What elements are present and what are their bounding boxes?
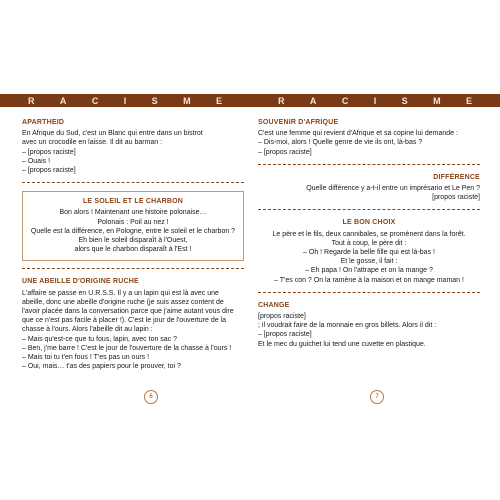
joke-line: que ce n'est pas facile à placer !). C'est le jour de l'ouverture de la — [22, 317, 227, 325]
joke-line: Et le gosse, il fait : — [340, 258, 398, 266]
right-page — [258, 118, 480, 355]
joke-line: chasse à l'ours. Alors l'abeille dit au lapin : — [22, 326, 153, 334]
joke-line: [propos raciste] — [258, 313, 306, 321]
joke-line: – [propos raciste] — [258, 331, 312, 339]
joke-line: – Ben, j'me barre ! C'est le jour de l'ouverture de la chasse à l'ours ! — [22, 344, 232, 352]
joke-line: l'avoir placée dans la conversation parce que j'aime autant vous dire — [22, 308, 234, 316]
band-letter: S — [401, 95, 408, 106]
band-letter: C — [341, 95, 349, 106]
joke-line: – Mais qu'est-ce que tu fous, lapin, avec ton sac ? — [22, 335, 178, 343]
page-number-left: 6 — [144, 390, 158, 404]
joke-title: SOUVENIR D'AFRIQUE — [258, 119, 339, 126]
band-letter: A — [59, 95, 67, 106]
dashed-divider — [258, 292, 480, 293]
joke-line: Quelle est la différence, en Pologne, entre le soleil et le charbon ? — [30, 227, 236, 235]
joke-line: Quelle différence y a-t-il entre un imprésario et Le Pen ? — [306, 185, 480, 193]
joke-difference — [258, 173, 480, 203]
joke-line: Tout à coup, le père dit : — [331, 239, 407, 247]
joke-line: ; il voudrait faire de la monnaie en gros billets. Alors il dit : — [258, 322, 437, 330]
band-letter: I — [123, 95, 127, 106]
band-label-left — [0, 94, 250, 107]
joke-line: Eh bien le soleil disparaît à l'Ouest, — [78, 237, 188, 245]
joke-line: Polonais : Poil au nez ! — [97, 218, 169, 226]
joke-line: – Dis-moi, alors ! Quelle genre de vie ils ont, là-bas ? — [258, 139, 423, 147]
joke-soleil-charbon — [22, 191, 244, 261]
dashed-divider — [258, 164, 480, 165]
joke-line: Bon alors ! Maintenant une histoire polonaise… — [59, 209, 207, 217]
joke-change — [258, 301, 480, 349]
left-page — [22, 118, 244, 377]
band-label-right — [250, 94, 500, 107]
joke-line: – [propos raciste] — [22, 167, 76, 175]
joke-line: [propos raciste] — [432, 194, 480, 202]
joke-line: – Mais toi tu t'en fous ! T'es pas un ours ! — [22, 354, 150, 362]
band-letter: C — [91, 95, 99, 106]
band-letter: R — [28, 95, 35, 106]
joke-abeille — [22, 277, 244, 371]
dashed-divider — [22, 268, 244, 269]
band-letter: E — [215, 95, 222, 106]
joke-line: – Ouais ! — [22, 157, 51, 165]
joke-line: – T'es con ? On la ramène à la maison et on mange maman ! — [274, 276, 464, 284]
joke-line: L'affaire se passe en U.R.S.S. Il y a un lapin qui est là avec une — [22, 289, 219, 297]
joke-title: CHANGE — [258, 301, 290, 309]
joke-souvenir-afrique — [258, 118, 480, 157]
band-letter: M — [183, 95, 191, 106]
joke-line: C'est une femme qui revient d'Afrique et sa copine lui demande : — [258, 130, 458, 138]
band-letter: M — [433, 95, 441, 106]
band-letter: R — [278, 95, 285, 106]
page-number-right: 7 — [370, 390, 384, 404]
joke-line: Le père et le fils, deux cannibales, se promènent dans la forêt. — [272, 230, 466, 238]
joke-line: – Oui, mais… t'as des papiers pour le prouver, toi ? — [22, 363, 181, 371]
band-letter: A — [309, 95, 317, 106]
joke-title: DIFFÉRENCE — [433, 173, 480, 181]
joke-line: avec un crocodile en laisse. Il dit au barman : — [22, 139, 163, 147]
joke-title: UNE ABEILLE D'ORIGINE RUCHE — [22, 278, 139, 286]
band-letter: S — [151, 95, 158, 106]
joke-line: – [propos raciste] — [22, 148, 76, 156]
joke-bon-choix — [258, 218, 480, 284]
joke-line: alors que le charbon disparaît à l'Est ! — [74, 246, 192, 254]
joke-line: – Eh papa ! On l'attrape et on la mange ? — [305, 267, 433, 275]
joke-line: En Afrique du Sud, c'est un Blanc qui entre dans un bistrot — [22, 130, 203, 138]
chapter-band — [0, 94, 500, 107]
joke-title: LE SOLEIL ET LE CHARBON — [82, 198, 184, 206]
joke-line: – Oh ! Regarde la belle fille qui est là-bas ! — [303, 249, 435, 257]
dashed-divider — [22, 182, 244, 183]
band-letter: E — [465, 95, 472, 106]
joke-apartheid — [22, 118, 244, 175]
joke-title: APARTHEID — [22, 119, 65, 126]
joke-line: Et le mec du guichet lui tend une cuvette en plastique. — [258, 340, 426, 348]
dashed-divider — [258, 209, 480, 210]
joke-line: abeille, donc une abeille d'origine ruche (je suis assez content de — [22, 298, 224, 306]
joke-line: – [propos raciste] — [258, 148, 312, 156]
band-letter: I — [373, 95, 377, 106]
joke-title: LE BON CHOIX — [342, 219, 396, 227]
